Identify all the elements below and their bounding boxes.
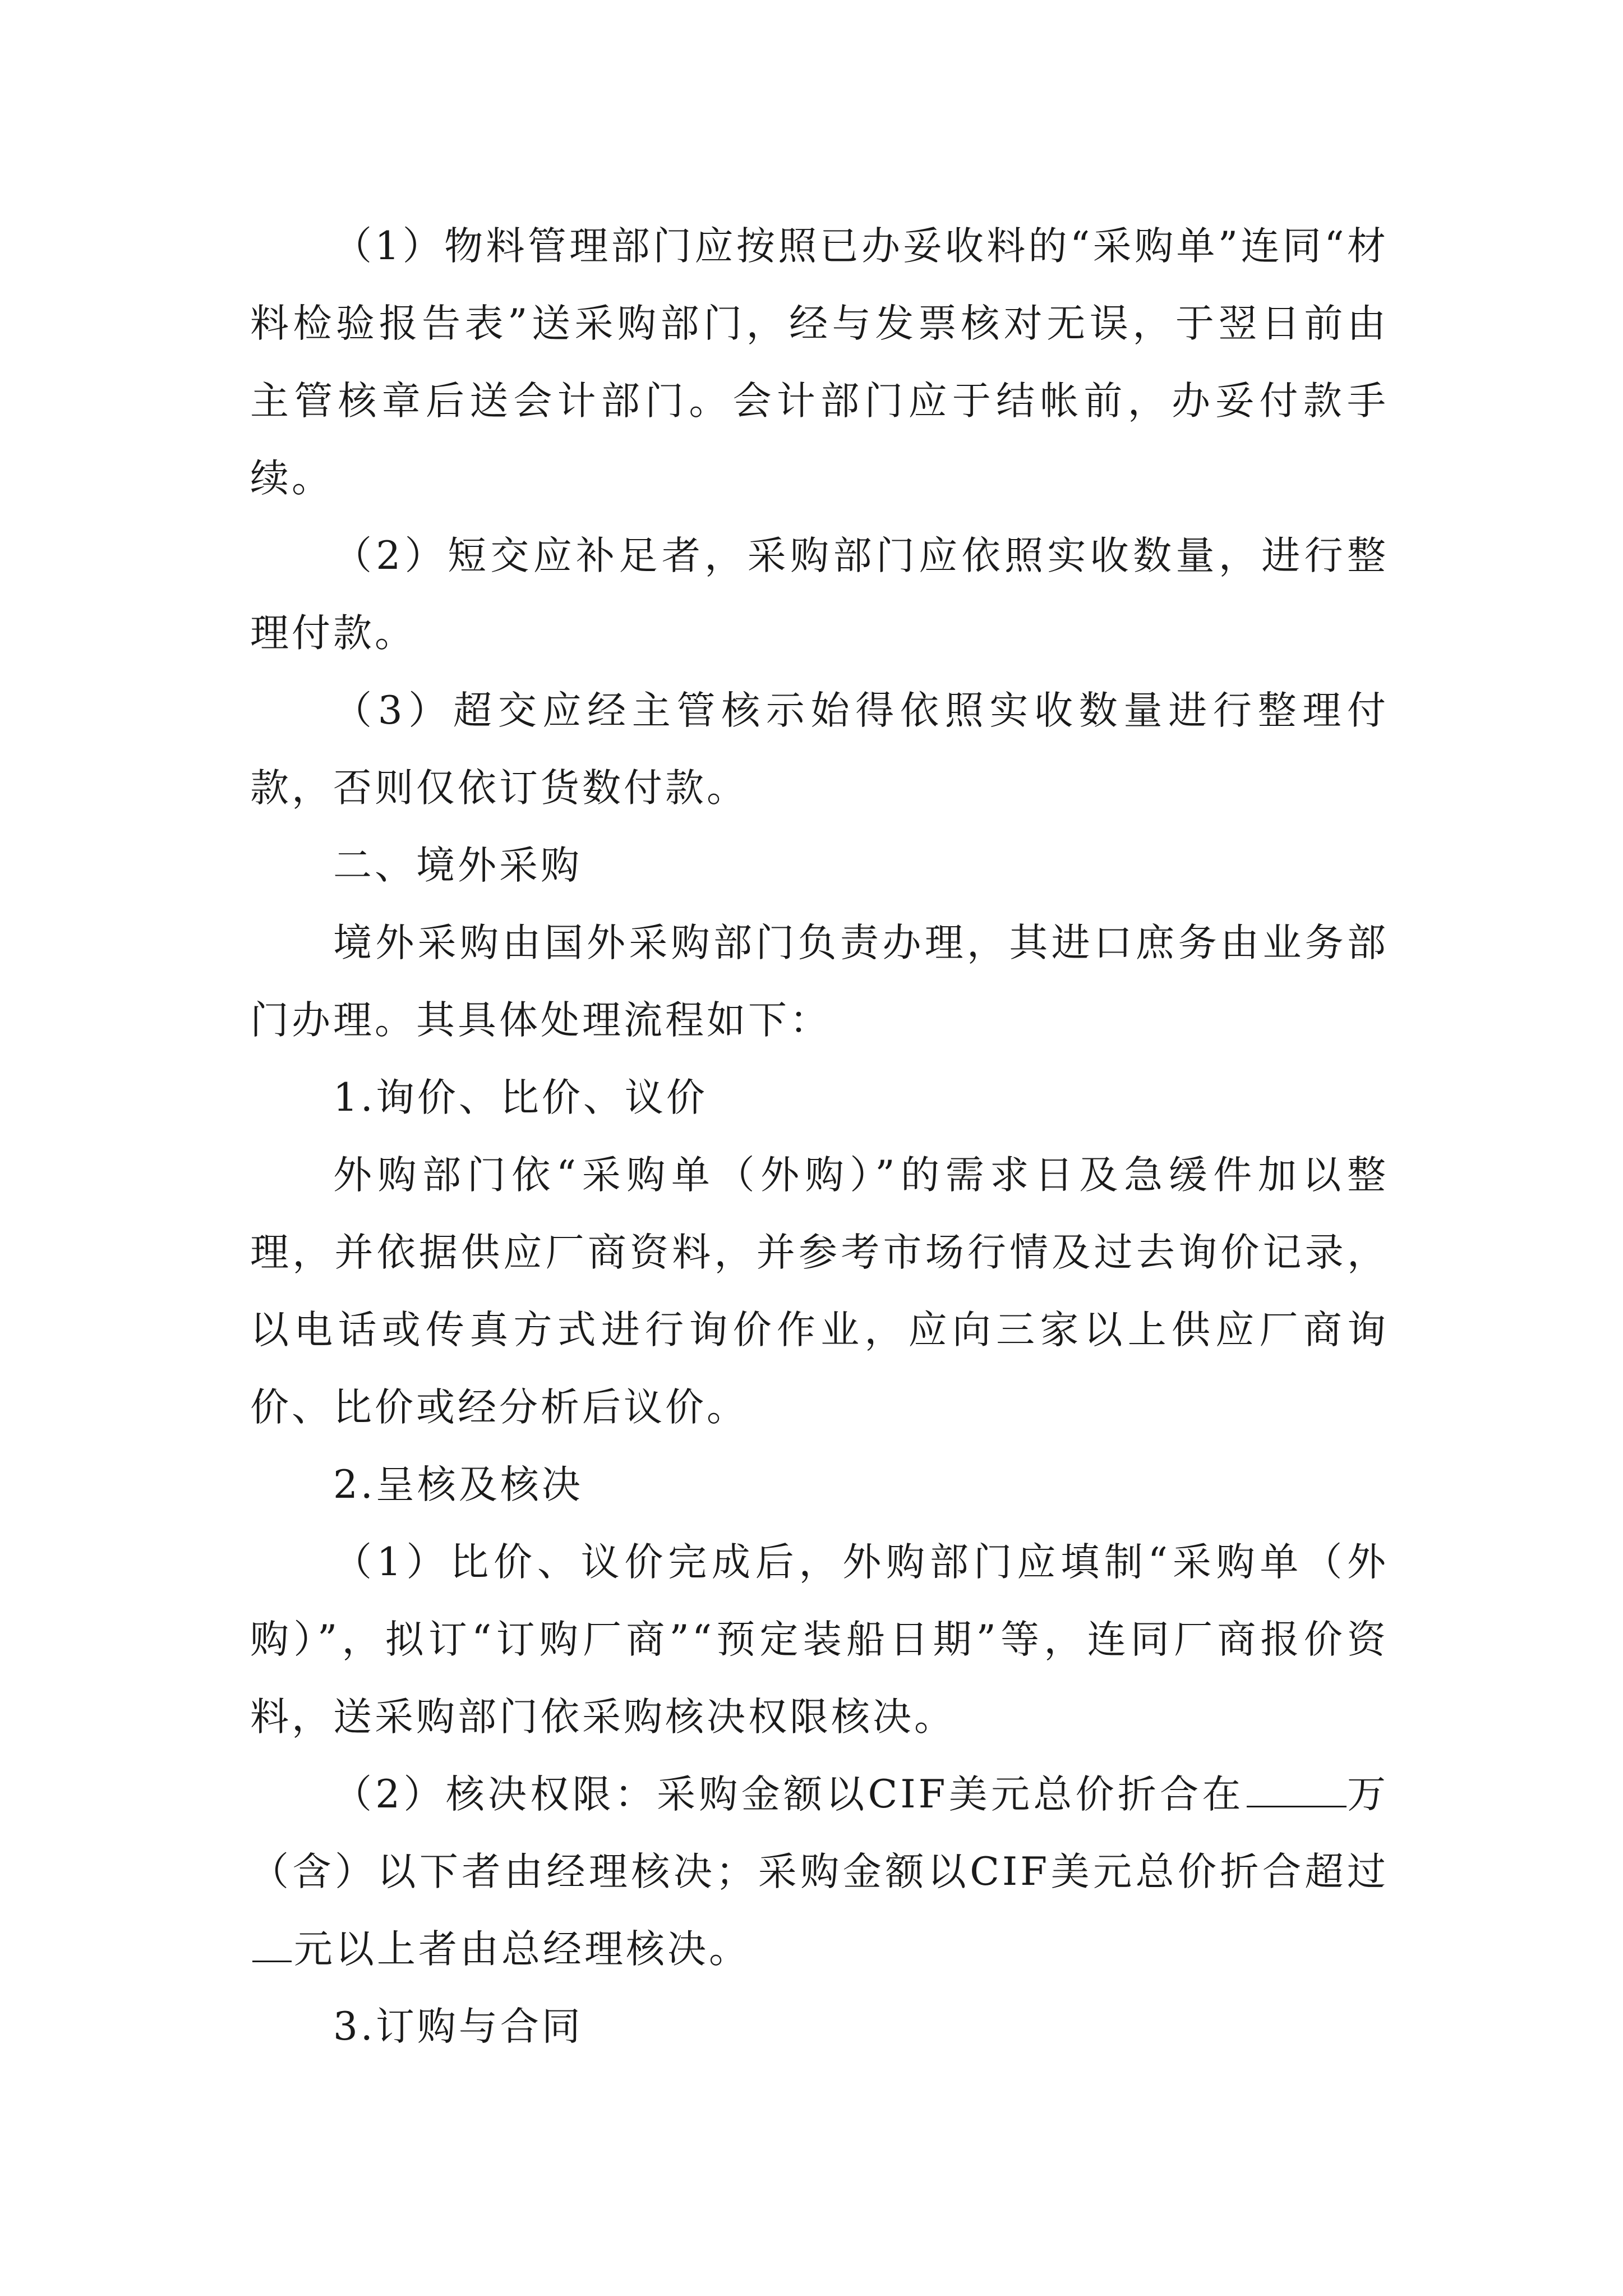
paragraph-payment-procedure: （1）物料管理部门应按照已办妥收料的“采购单”连同“材料检验报告表”送采购部门，经与发票核对无误，于翌日前由主管核章后送会计部门。会计部门应于结帐前，办妥付款手续。 — [250, 224, 1389, 501]
authority-text-part2: 万（含）以下者由经理核决；采购金额以CIF美元总价折合超过 — [250, 1772, 1389, 1894]
subheading-approval: 2.呈核及核决 — [333, 1462, 583, 1507]
paragraph-over-delivery: （3）超交应经主管核示始得依照实收数量进行整理付款，否则仅依订货数付款。 — [250, 688, 1389, 811]
paragraph-overseas-intro: 境外采购由国外采购部门负责办理，其进口庶务由业务部门办理。其具体处理流程如下： — [250, 921, 1389, 1043]
paragraph-short-delivery: （2）短交应补足者，采购部门应依照实收数量，进行整理付款。 — [250, 533, 1389, 656]
paragraph-approval-authority — [250, 1756, 1389, 1988]
amount-blank-2 — [252, 1927, 292, 1962]
subheading-order-contract: 3.订购与合同 — [333, 2004, 583, 2049]
paragraph-approval-submit: （1）比价、议价完成后，外购部门应填制“采购单（外购）”，拟订“订购厂商”“预定装船日期”等，连同厂商报价资料，送采购部门依采购核决权限核决。 — [250, 1540, 1389, 1740]
paragraph-inquiry-process: 外购部门依“采购单（外购）”的需求日及急缓件加以整理，并依据供应厂商资料，并参考市场行情及过去询价记录，以电话或传真方式进行询价作业，应向三家以上供应厂商询价、比价或经分析后议价。 — [250, 1153, 1389, 1430]
section-heading-overseas-purchase: 二、境外采购 — [333, 843, 582, 888]
document-body — [250, 208, 1389, 2065]
authority-text-part3: 元以上者由总经理核决。 — [294, 1927, 750, 1972]
authority-text-part1: （2）核决权限：采购金额以CIF美元总价折合在 — [333, 1772, 1244, 1817]
amount-blank-1 — [1247, 1772, 1347, 1807]
subheading-inquiry: 1.询价、比价、议价 — [333, 1075, 708, 1120]
